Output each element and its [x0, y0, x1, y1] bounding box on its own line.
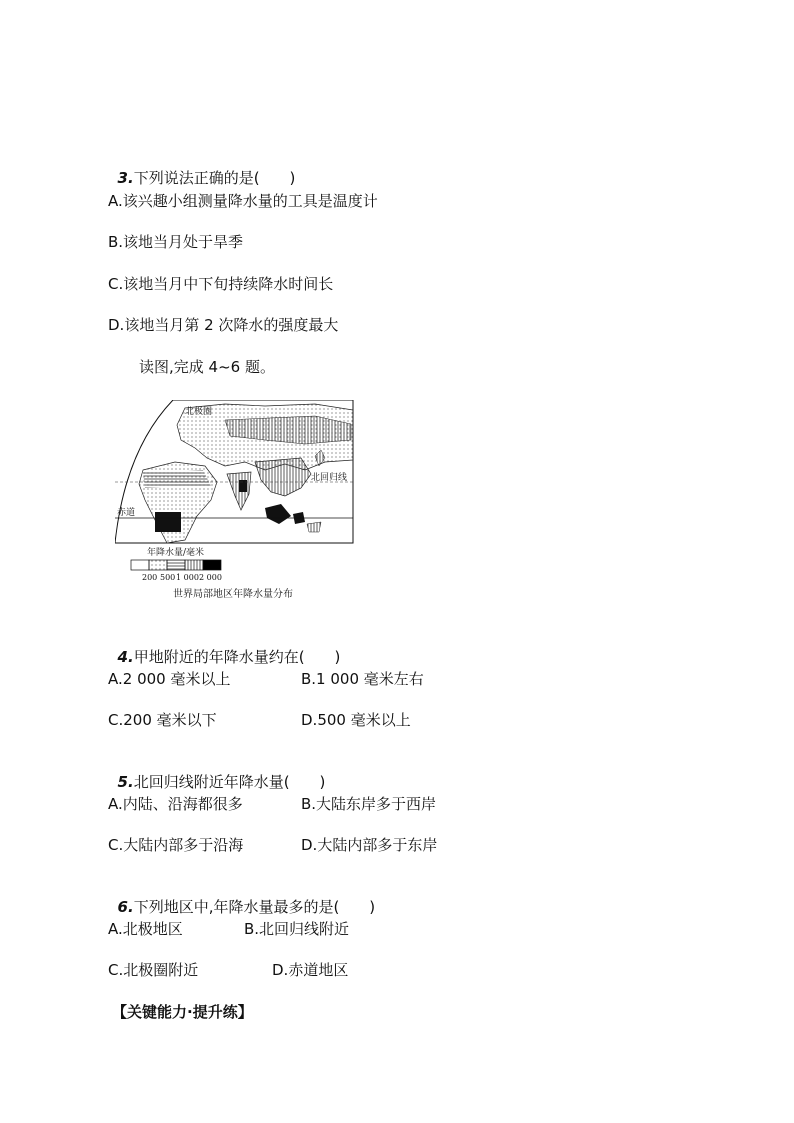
q5-option-c: C.大陆内部多于沿海 — [108, 836, 244, 854]
question-text: 甲地附近的年降水量约在( ) — [133, 648, 341, 666]
legend-tick-1000: 1 000 — [176, 573, 199, 582]
q4-option-d: D.500 毫米以上 — [301, 711, 411, 729]
q6-option-b: B.北回归线附近 — [244, 920, 350, 938]
legend-title: 年降水量/毫米 — [147, 548, 205, 558]
arctic-circle-label: 北极圈 — [185, 407, 213, 417]
map-caption: 世界局部地区年降水量分布 — [173, 589, 293, 600]
q6-option-d: D.赤道地区 — [272, 961, 349, 979]
q4-option-c: C.200 毫米以下 — [108, 711, 217, 729]
q5-option-d: D.大陆内部多于东岸 — [301, 836, 438, 854]
question-number: 6. — [117, 898, 134, 916]
q5-option-a: A.内陆、沿海都很多 — [108, 795, 243, 813]
legend-swatches — [131, 560, 221, 570]
q6-option-a: A.北极地区 — [108, 920, 183, 938]
tropic-label: 北回归线 — [311, 473, 348, 483]
question-number: 4. — [117, 648, 134, 666]
q3-option-b: B.该地当月处于旱季 — [108, 233, 244, 251]
q4-option-b: B.1 000 毫米左右 — [301, 670, 424, 688]
question-text: 下列说法正确的是( ) — [133, 169, 296, 187]
question-text: 北回归线附近年降水量( ) — [133, 773, 326, 791]
q5-option-b: B.大陆东岸多于西岸 — [301, 795, 437, 813]
q4-option-a: A.2 000 毫米以上 — [108, 670, 231, 688]
question-3-stem — [108, 148, 295, 188]
legend-swatch-4 — [185, 560, 203, 570]
equator-label: 赤道 — [117, 508, 136, 518]
reading-intro: 读图,完成 4~6 题。 — [139, 358, 275, 376]
legend-tick-200: 200 — [142, 573, 158, 582]
section-title: 【关键能力·提升练】 — [112, 1003, 253, 1021]
question-text: 下列地区中,年降水量最多的是( ) — [133, 898, 376, 916]
precipitation-map — [115, 400, 355, 605]
legend-swatch-1 — [131, 560, 149, 570]
q6-option-c: C.北极圈附近 — [108, 961, 199, 979]
question-4-stem — [108, 627, 340, 667]
precipitation-map-figure — [115, 400, 355, 605]
legend-tick-2000: 2 000 — [199, 573, 222, 582]
question-number: 5. — [117, 773, 134, 791]
q3-option-c: C.该地当月中下旬持续降水时间长 — [108, 275, 334, 293]
question-number: 3. — [117, 169, 134, 187]
legend-tick-500: 500 — [160, 573, 176, 582]
legend-swatch-2 — [149, 560, 167, 570]
q3-option-a: A.该兴趣小组测量降水量的工具是温度计 — [108, 192, 378, 210]
question-6-stem — [108, 877, 375, 917]
legend-swatch-3 — [167, 560, 185, 570]
legend-swatch-5 — [203, 560, 221, 570]
q3-option-d: D.该地当月第 2 次降水的强度最大 — [108, 316, 339, 334]
question-5-stem — [108, 752, 325, 792]
